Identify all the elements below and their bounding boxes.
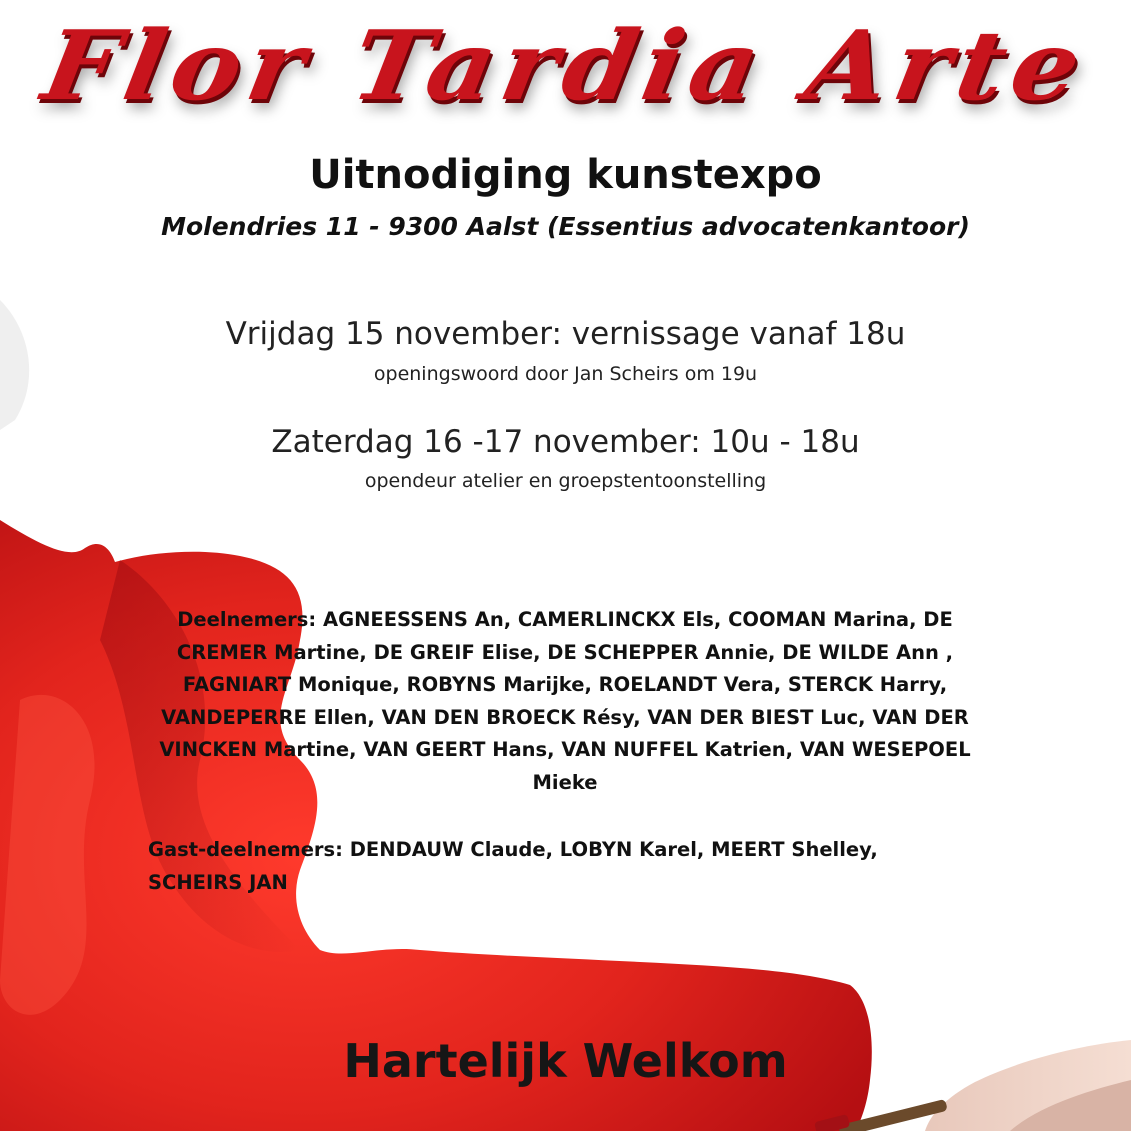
schedule-friday: Vrijdag 15 november: vernissage vanaf 18u: [225, 316, 906, 352]
logo: [0, 0, 1131, 150]
guest-participants-list: Gast-deelnemers: DENDAUW Claude, LOBYN Karel, MEERT Shelley, SCHEIRS JAN: [148, 838, 878, 894]
schedule-weekend-note: opendeur atelier en groepstentoonstelling: [364, 470, 767, 492]
welcome-message: Hartelijk Welkom: [343, 1034, 788, 1088]
page-title: Uitnodiging kunstexpo: [309, 152, 822, 198]
venue-address: Molendries 11 - 9300 Aalst (Essentius advocatenkantoor): [161, 212, 970, 241]
logo-text: Flor Tardia Arte: [35, 8, 1096, 123]
participants-list: Deelnemers: AGNEESSENS An, CAMERLINCKX Els, COOMAN Marina, DE CREMER Martine, DE GREIF Elise, DE SCHEPPER Annie, DE WILDE Ann , FAGNIART Monique, ROBYNS Marijke, ROELANDT Vera, STERCK Harry, VANDEPERRE Ellen, VAN DEN BROECK Résy, VAN DER BIEST Luc, VAN DER VINCKEN Martine, VAN GEERT Hans, VAN NUFFEL Katrien, VAN WESEPOEL Mieke: [159, 608, 971, 794]
schedule-weekend: Zaterdag 16 -17 november: 10u - 18u: [271, 424, 860, 460]
schedule-friday-note: openingswoord door Jan Scheirs om 19u: [373, 363, 758, 385]
